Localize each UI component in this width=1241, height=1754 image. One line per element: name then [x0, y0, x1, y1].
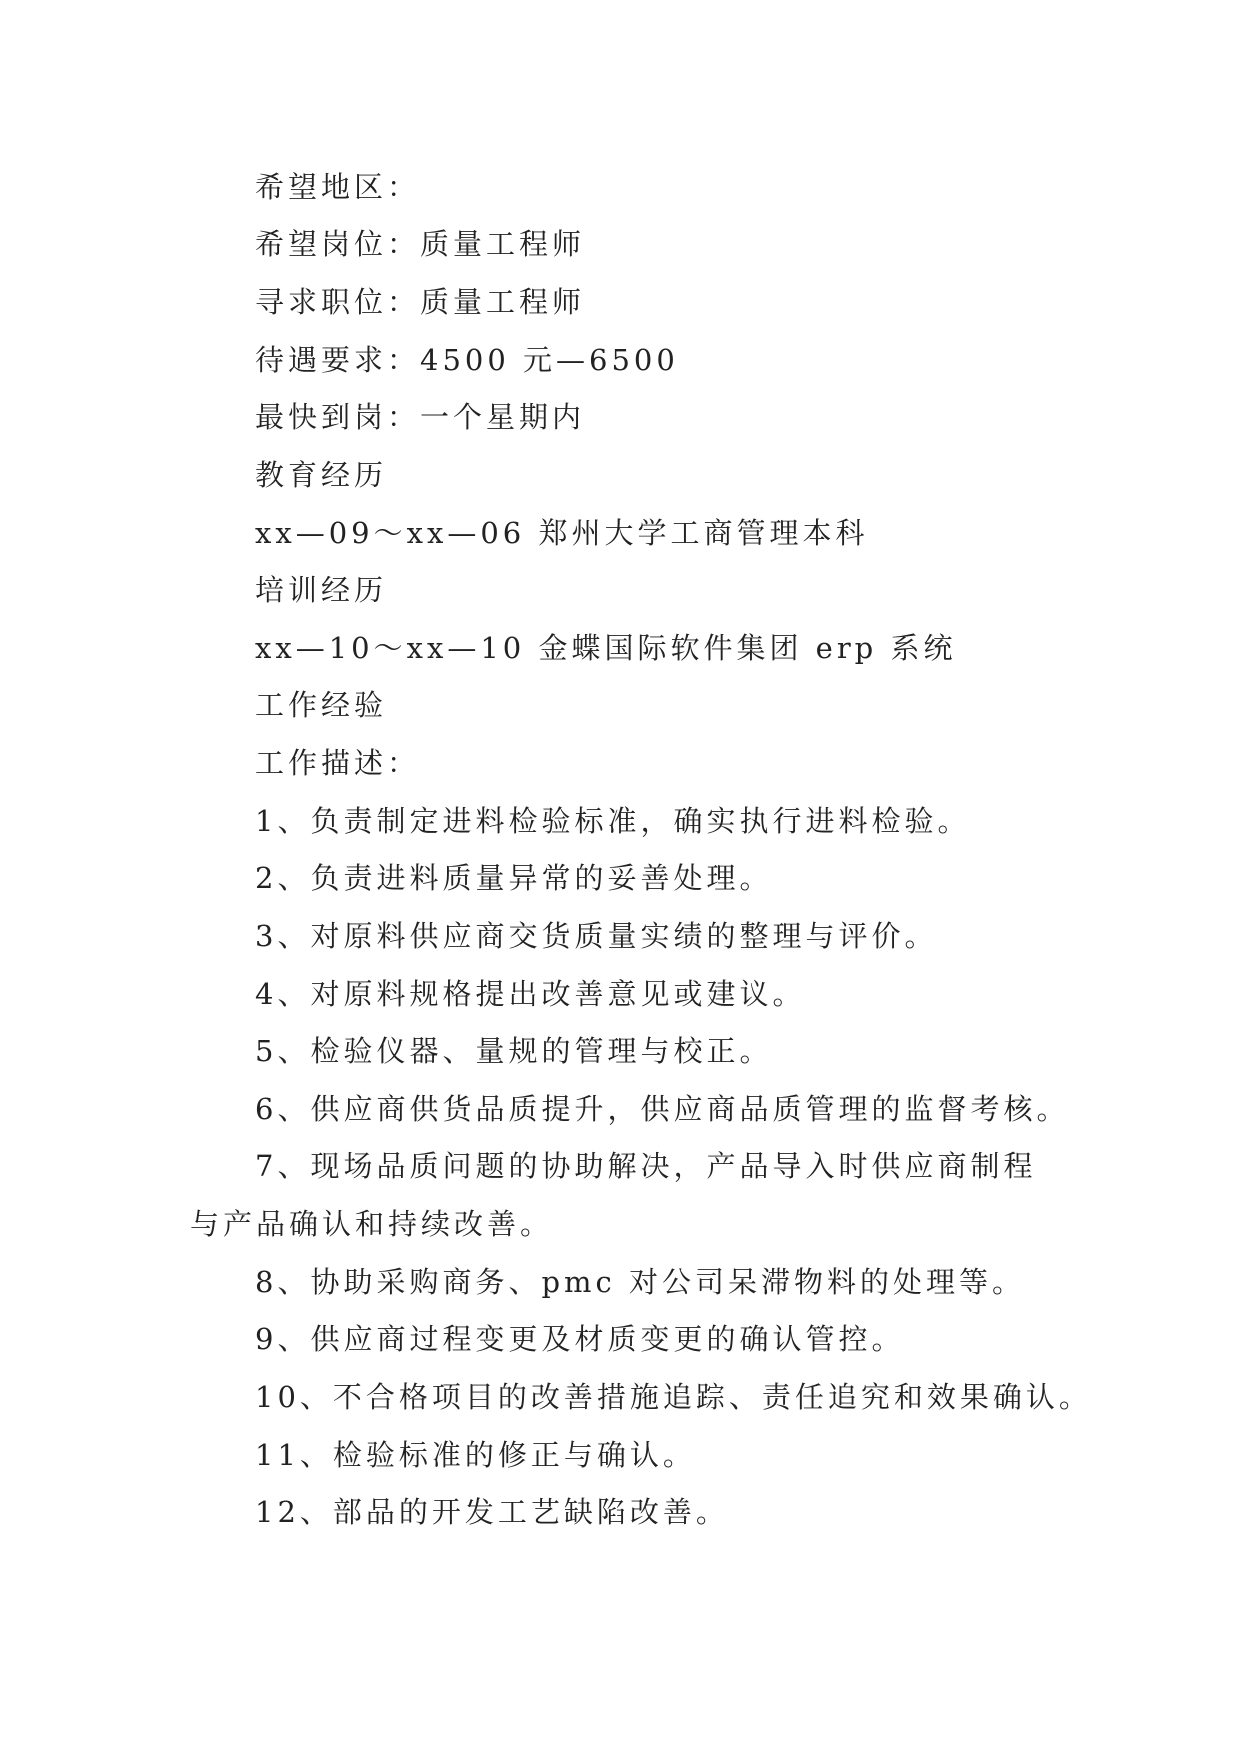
duty-item-12: 12、部品的开发工艺缺陷改善。 [255, 1495, 729, 1529]
section-heading-work-experience: 工作经验 [255, 688, 388, 722]
education-entry: xx—09～xx—06 郑州大学工商管理本科 [255, 516, 869, 550]
section-heading-training: 培训经历 [255, 573, 388, 607]
duty-item-3: 3、对原料供应商交货质量实绩的整理与评价。 [255, 919, 938, 953]
duty-item-6: 6、供应商供货品质提升，供应商品质管理的监督考核。 [255, 1092, 1070, 1126]
work-description-label: 工作描述： [255, 746, 421, 780]
field-desired-position: 希望岗位：质量工程师 [255, 227, 586, 261]
duty-item-2: 2、负责进料质量异常的妥善处理。 [255, 861, 773, 895]
duty-item-11: 11、检验标准的修正与确认。 [255, 1438, 696, 1472]
duty-item-8: 8、协助采购商务、pmc 对公司呆滞物料的处理等。 [255, 1265, 1025, 1299]
duty-item-7: 7、现场品质问题的协助解决，产品导入时供应商制程 [255, 1149, 1037, 1183]
duty-item-4: 4、对原料规格提出改善意见或建议。 [255, 977, 806, 1011]
section-heading-education: 教育经历 [255, 458, 388, 492]
field-salary-requirement: 待遇要求：4500 元—6500 [255, 343, 679, 377]
field-sought-position: 寻求职位：质量工程师 [255, 285, 586, 319]
training-entry: xx—10～xx—10 金蝶国际软件集团 erp 系统 [255, 631, 957, 665]
duty-item-9: 9、供应商过程变更及材质变更的确认管控。 [255, 1322, 905, 1356]
field-earliest-start: 最快到岗：一个星期内 [255, 400, 586, 434]
field-desired-region: 希望地区： [255, 170, 421, 204]
duty-item-7-continued: 与产品确认和持续改善。 [190, 1207, 554, 1241]
duty-item-10: 10、不合格项目的改善措施追踪、责任追究和效果确认。 [255, 1380, 1092, 1414]
duty-item-1: 1、负责制定进料检验标准，确实执行进料检验。 [255, 804, 971, 838]
duty-item-5: 5、检验仪器、量规的管理与校正。 [255, 1034, 773, 1068]
